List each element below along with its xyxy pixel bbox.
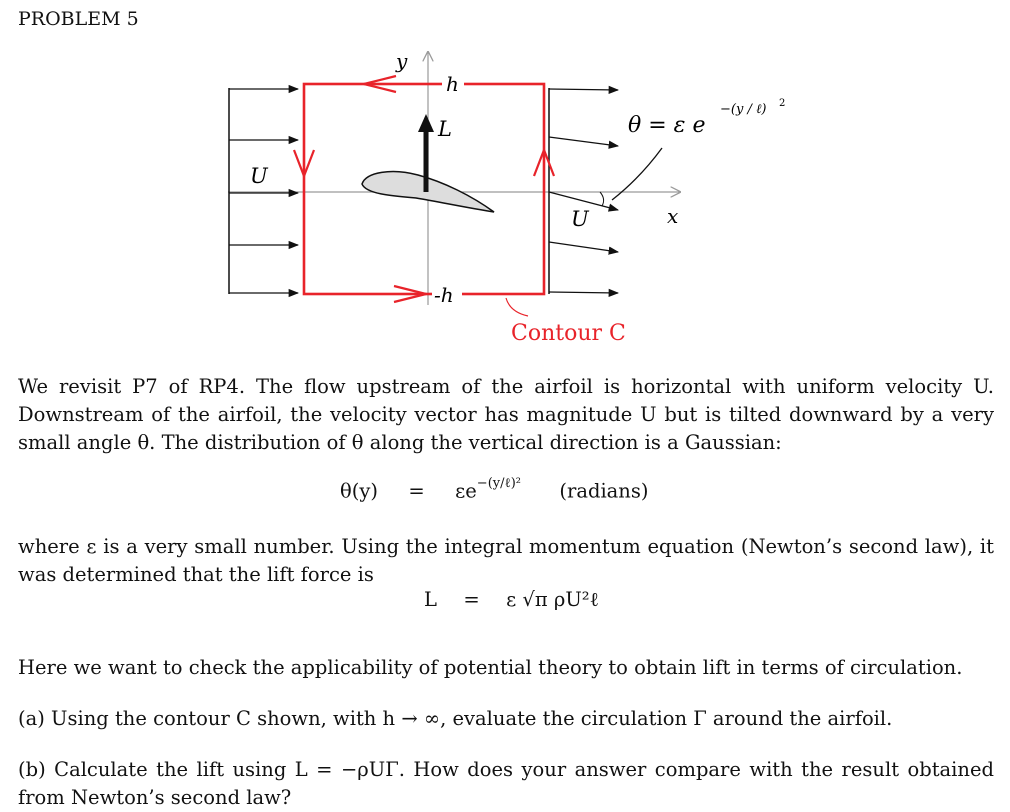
y-axis-label: y: [396, 49, 408, 73]
intro-paragraph: We revisit P7 of RP4. The flow upstream of the airfoil is horizontal with uniform velocity U. Downstream of the airfoil, the velocity vector has magnitude U but is tilted downward by a very small angle θ. The distribution of θ along the vertical direction is a Gaussian:: [18, 375, 994, 454]
where-paragraph: where ε is a very small number. Using the integral momentum equation (Newton’s second law), it was determined that the lift force is: [18, 535, 994, 586]
inflow-profile: [229, 88, 298, 294]
u-right-label: U: [571, 207, 589, 231]
here-paragraph: Here we want to check the applicability of potential theory to obtain lift in terms of circulation.: [18, 656, 963, 679]
flow-figure: [0, 0, 1010, 360]
eq1-exponent: −(y/ℓ)²: [476, 476, 521, 491]
theta-exponent-power: 2: [779, 98, 786, 109]
eq2-lhs: L: [424, 588, 437, 611]
lift-label: L: [438, 117, 452, 141]
outflow-profile: [549, 88, 618, 294]
contour-label: Contour C: [511, 321, 626, 346]
equation-lift: [424, 588, 599, 612]
h-top-label: h: [446, 72, 459, 96]
x-axis-label: x: [667, 204, 679, 228]
eq1-equals: =: [408, 479, 425, 503]
eq2-equals: =: [463, 588, 480, 611]
problem-title: PROBLEM 5: [18, 8, 139, 30]
eq1-unit: (radians): [559, 479, 649, 503]
eq1-lhs: θ(y): [340, 479, 378, 503]
part-b: (b) Calculate the lift using L = −ρUΓ. How does your answer compare with the result obtained from Newton’s second law?: [18, 758, 994, 809]
h-bottom-label: -h: [434, 283, 454, 307]
eq1-rhs: εe: [455, 479, 477, 503]
theta-exponent: −(y / ℓ): [720, 102, 767, 117]
equation-theta: [340, 478, 648, 503]
eq2-rhs: ε √π ρU²ℓ: [506, 588, 599, 611]
part-a: (a) Using the contour C shown, with h → ∞, evaluate the circulation Γ around the airfoil.: [18, 707, 893, 730]
theta-formula: θ = ε e: [628, 113, 706, 138]
u-left-label: U: [250, 164, 268, 188]
